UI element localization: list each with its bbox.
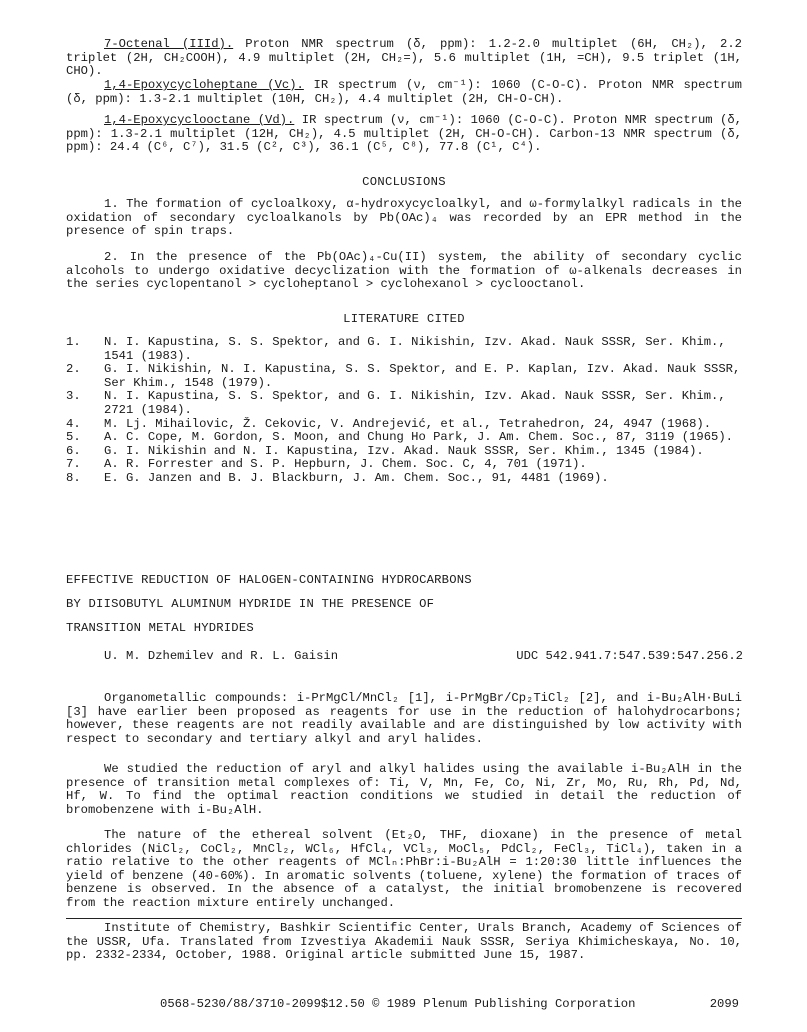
reference-text: E. G. Janzen and B. J. Blackburn, J. Am. Chem. Soc., 91, 4481 (1969). (104, 470, 609, 485)
body-paragraph-1: Organometallic compounds: i-PrMgCl/MnCl₂ [1], i-PrMgBr/Cp₂TiCl₂ [2], and i-Bu₂AlH·BuLi [3] have earlier been proposed as reagents for use in the reduction of halohydrocarbons; however, these reagents are not readily available and are distinguished by low activity with respect to secondary and tertiary alkyl and aryl halides. (66, 691, 742, 746)
reference-text: G. I. Nikishin and N. I. Kapustina, Izv. Akad. Nauk SSSR, Ser. Khim., 1345 (1984). (104, 443, 704, 458)
reference-number: 7. (66, 457, 81, 472)
compound-vc-paragraph (66, 79, 742, 106)
footnote-divider (66, 918, 742, 919)
literature-cited-heading: LITERATURE CITED (343, 312, 465, 326)
conclusion-2: 2. In the presence of the Pb(OAc)₄-Cu(II) system, the ability of secondary cyclic alcohols to undergo oxidative decyclization with the formation of ω-alkenals decreases in the series cyclopentanol > cycloheptanol > cyclohexanol > cyclooctanol. (66, 250, 742, 292)
reference-number: 4. (66, 416, 81, 431)
compound-vc-text: IR spectrum (ν, cm⁻¹): 1060 (C-O-C). Proton NMR spectrum (δ, ppm): 1.3-2.1 multiplet (10H, CH₂), 4.4 multiplet (2H, CH-O-CH). (66, 78, 742, 106)
article-title-line-1: EFFECTIVE REDUCTION OF HALOGEN-CONTAINING HYDROCARBONS (66, 573, 472, 587)
reference-text: A. C. Cope, M. Gordon, S. Moon, and Chung Ho Park, J. Am. Chem. Soc., 87, 3119 (1965). (104, 430, 733, 445)
reference-number: 5. (66, 430, 81, 445)
compound-iiid-name: 7-Octenal (IIId). (104, 37, 234, 51)
publication-code: 0568-5230/88/3710-2099$12.50 © 1989 Plenum Publishing Corporation (160, 997, 636, 1011)
reference-number: 6. (66, 443, 81, 458)
references-list (66, 336, 742, 486)
udc-code: UDC 542.941.7:547.539:547.256.2 (516, 649, 743, 663)
compound-vd-name: 1,4-Epoxycyclooctane (Vd). (104, 113, 295, 127)
reference-item (66, 363, 742, 390)
affiliation-footnote: Institute of Chemistry, Bashkir Scientific Center, Urals Branch, Academy of Sciences of the USSR, Ufa. Translated from Izvestiya Akademii Nauk SSSR, Seriya Khimicheskaya, No. 10, pp. 2332-2334, October, 1988. Original article submitted June 15, 1987. (66, 921, 742, 963)
body-paragraph-3: The nature of the ethereal solvent (Et₂O, THF, dioxane) in the presence of metal chlorides (NiCl₂, CoCl₂, MnCl₂, WCl₆, HfCl₄, VCl₃, MoCl₅, PdCl₂, FeCl₃, TiCl₄), taken in a ratio relative to the other reagents of MClₙ:PhBr:i-Bu₂AlH = 1:20:30 little influences the yield of benzene (40-60%). In aromatic solvents (toluene, xylene) the formation of traces of benzene is observed. In the absence of a catalyst, the initial bromobenzene is recovered from the reaction mixture entirely unchanged. (66, 828, 742, 910)
reference-number: 1. (66, 335, 81, 349)
compound-iiid-text: Proton NMR spectrum (δ, ppm): 1.2-2.0 multiplet (6H, CH₂), 2.2 triplet (2H, CH₂COOH), 4.9 multiplet (2H, CH₂=), 5.6 multiplet (1H, =CH), 9.5 triplet (1H, CHO). (66, 37, 743, 79)
reference-item (66, 445, 742, 459)
reference-item (66, 418, 742, 432)
reference-item (66, 431, 742, 445)
reference-item (66, 390, 742, 417)
reference-text: A. R. Forrester and S. P. Hepburn, J. Chem. Soc. C, 4, 701 (1971). (104, 457, 587, 472)
article-authors: U. M. Dzhemilev and R. L. Gaisin (104, 649, 339, 663)
compound-vc-name: 1,4-Epoxycycloheptane (Vc). (104, 78, 304, 92)
reference-item (66, 336, 742, 363)
conclusions-heading: CONCLUSIONS (362, 175, 446, 189)
page-number: 2099 (709, 997, 739, 1011)
reference-number: 8. (66, 470, 81, 485)
reference-text: G. I. Nikishin, N. I. Kapustina, S. S. Spektor, and E. P. Kaplan, Izv. Akad. Nauk SSSR, Ser Khim., 1548 (1979). (104, 362, 741, 390)
compound-iiid-paragraph (66, 38, 742, 79)
reference-text: N. I. Kapustina, S. S. Spektor, and G. I. Nikishin, Izv. Akad. Nauk SSSR, Ser. Khim., 1541 (1983). (104, 335, 726, 363)
reference-number: 3. (66, 389, 81, 404)
reference-item (66, 458, 742, 472)
conclusion-1: 1. The formation of cycloalkoxy, α-hydroxycycloalkyl, and ω-formylalkyl radicals in the oxidation of secondary cycloalkanols by Pb(OAc)₄ was recorded by an EPR method in the presence of spin traps. (66, 197, 742, 239)
reference-text: M. Lj. Mihailovic, Ž. Cekovic, V. Andrejević, et al., Tetrahedron, 24, 4947 (1968). (104, 416, 712, 431)
body-paragraph-2: We studied the reduction of aryl and alkyl halides using the available i-Bu₂AlH in the presence of transition metal complexes of: Ti, V, Mn, Fe, Co, Ni, Zr, Mo, Ru, Rh, Pd, Nd, Hf, W. To find the optimal reaction conditions we studied in detail the reduction of bromobenzene with i-Bu₂AlH. (66, 762, 742, 817)
compound-vd-paragraph (66, 114, 742, 155)
reference-item (66, 472, 742, 486)
compound-vd-text: IR spectrum (ν, cm⁻¹): 1060 (C-O-C). Proton NMR spectrum (δ, ppm): 1.3-2.1 multiplet (12H, CH₂), 4.5 multiplet (2H, CH-O-CH). Carbon-13 NMR spectrum (δ, ppm): 24.4 (C⁶, C⁷), 31.5 (C², C³), 36.1 (C⁵, C⁸), 77.8 (C¹, C⁴). (66, 113, 742, 155)
article-title-line-2: BY DIISOBUTYL ALUMINUM HYDRIDE IN THE PRESENCE OF (66, 597, 435, 611)
reference-text: N. I. Kapustina, S. S. Spektor, and G. I. Nikishin, Izv. Akad. Nauk SSSR, Ser. Khim., 2721 (1984). (104, 389, 726, 417)
reference-number: 2. (66, 362, 81, 377)
article-title-line-3: TRANSITION METAL HYDRIDES (66, 621, 254, 635)
